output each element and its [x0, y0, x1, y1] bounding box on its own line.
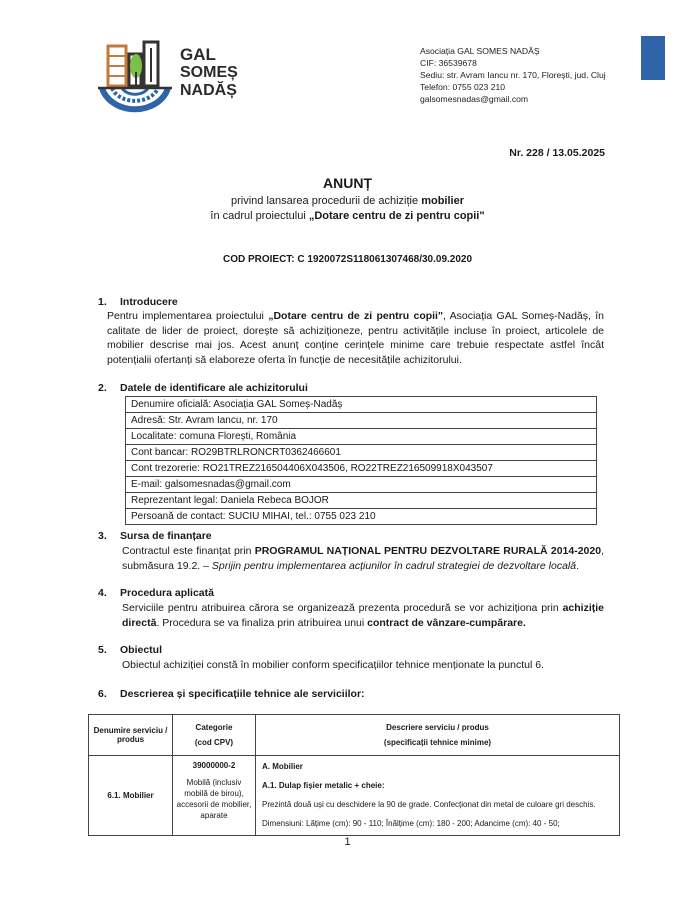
- table-cell: Persoană de contact: SUCIU MIHAI, tel.: 0755 023 210: [126, 509, 597, 525]
- table-row: [126, 397, 597, 413]
- section-3-heading: 3. Sursa de finanțare: [98, 530, 212, 542]
- header-cell-name: Denumire serviciu / produs: [89, 715, 173, 756]
- subtitle-l1-text: privind lansarea procedurii de achiziție: [231, 195, 422, 207]
- section-1-heading: 1. Introducere: [98, 296, 178, 308]
- section-3-paragraph: Contractul este finanțat prin PROGRAMUL NAȚIONAL PENTRU DEZVOLTARE RURALĂ 2014-2020, submăsura 19.2. – Sprijin pentru implementarea acțiunilor în cadrul strategiei de dezvoltare locală.: [122, 545, 604, 572]
- table-row: [126, 429, 597, 445]
- section-5-heading: 5. Obiectul: [98, 644, 163, 656]
- gal-logo: [96, 36, 276, 116]
- table-cell: Adresă: Str. Avram Iancu, nr. 170: [126, 413, 597, 429]
- table-row: [126, 461, 597, 477]
- table-row: [126, 509, 597, 525]
- header-cell-category: Categorie (cod CPV): [173, 715, 256, 756]
- org-email: galsomesnadas@gmail.com: [420, 94, 529, 104]
- table-cell: E-mail: galsomesnadas@gmail.com: [126, 477, 597, 493]
- table-cell: Denumire oficială: Asociația GAL Someș-Nadăș: [126, 397, 597, 413]
- section-5-paragraph: Obiectul achiziției constă în mobilier conform specificațiilor tehnice menționate la punctul 6.: [122, 659, 544, 671]
- organization-info: [420, 45, 606, 105]
- table-cell-description: A. Mobilier A.1. Dulap fișier metalic + cheie: Prezintă două uși cu deschidere la 90 de grade. Confecționat din metal de culoare gri deschis. Dimensiuni: Lățime (cm): 90 - 110; Înălțime (cm): 180 - 200; Adancime (cm): 40 - 50;: [256, 756, 620, 836]
- table-cell: Localitate: comuna Florești, România: [126, 429, 597, 445]
- logo-emblem-icon: [96, 36, 176, 116]
- table-row: [89, 756, 620, 836]
- table-row: [126, 445, 597, 461]
- subtitle-l1-bold: mobilier: [421, 195, 464, 207]
- document-title: ANUNȚ: [323, 175, 372, 191]
- table-row: [126, 477, 597, 493]
- org-phone: Telefon: 0755 023 210: [420, 82, 506, 92]
- table-cell: Cont bancar: RO29BTRLRONCRT0362466601: [126, 445, 597, 461]
- logo-text: [180, 46, 238, 100]
- org-name: Asociația GAL SOMES NADĂȘ: [420, 46, 540, 56]
- section-6-heading: 6. Descrierea și specificațiile tehnice ale serviciilor:: [98, 688, 365, 700]
- accent-bar: [641, 36, 665, 80]
- table-row: [126, 493, 597, 509]
- section-4-paragraph: Serviciile pentru atribuirea cărora se organizează prezenta procedură se vor achiziționa prin achiziție directă. Procedura se va finaliza prin atribuirea unui contract de vânzare-cumpărare.: [122, 602, 604, 629]
- table-cell-cpv: 39000000-2 Mobilă (inclusiv mobilă de birou), accesorii de mobilier, aparate: [173, 756, 256, 836]
- document-subtitle: [0, 194, 695, 224]
- org-cif: CIF: 36539678: [420, 58, 477, 68]
- section-2-heading: 2. Datele de identificare ale achizitorului: [98, 382, 308, 394]
- logo-line-2: SOMEȘ: [180, 64, 238, 81]
- table-row: [126, 413, 597, 429]
- table-cell: Cont trezorerie: RO21TREZ216504406X043506, RO22TREZ216509918X043507: [126, 461, 597, 477]
- page-number: 1: [344, 836, 351, 848]
- header-cell-description: Descriere serviciu / produs (specificații tehnice minime): [256, 715, 620, 756]
- table-cell: Reprezentant legal: Daniela Rebeca BOJOR: [126, 493, 597, 509]
- subtitle-l2-bold: „Dotare centru de zi pentru copii": [308, 210, 485, 222]
- document-number: Nr. 228 / 13.05.2025: [509, 147, 605, 159]
- specifications-table: [88, 714, 620, 836]
- identification-table: [125, 396, 597, 525]
- table-cell-product-name: 6.1. Mobilier: [89, 756, 173, 836]
- org-address: Sediu: str. Avram Iancu nr. 170, Florești, jud. Cluj: [420, 70, 606, 80]
- logo-line-1: GAL: [180, 45, 216, 64]
- subtitle-l2-text: în cadrul proiectului: [210, 210, 309, 222]
- section-1-paragraph: Pentru implementarea proiectului „Dotare centru de zi pentru copii", Asociația GAL Someș-Nadăș, în calitate de lider de proiect, dorește să achiziționeze, pentru activitățile incluse în proiect, articolele de mobilier descrise mai jos. Acest anunț conține cerințele minime care trebuie respectate astfel încât potențialii ofertanți să elaboreze oferta în funcție de necesitățile achizitorului.: [107, 310, 605, 366]
- project-code: COD PROIECT: C 1920072S118061307468/30.09.2020: [222, 254, 473, 265]
- section-4-heading: 4. Procedura aplicată: [98, 587, 214, 599]
- logo-line-3: NADĂȘ: [180, 82, 237, 99]
- table-header-row: [89, 715, 620, 756]
